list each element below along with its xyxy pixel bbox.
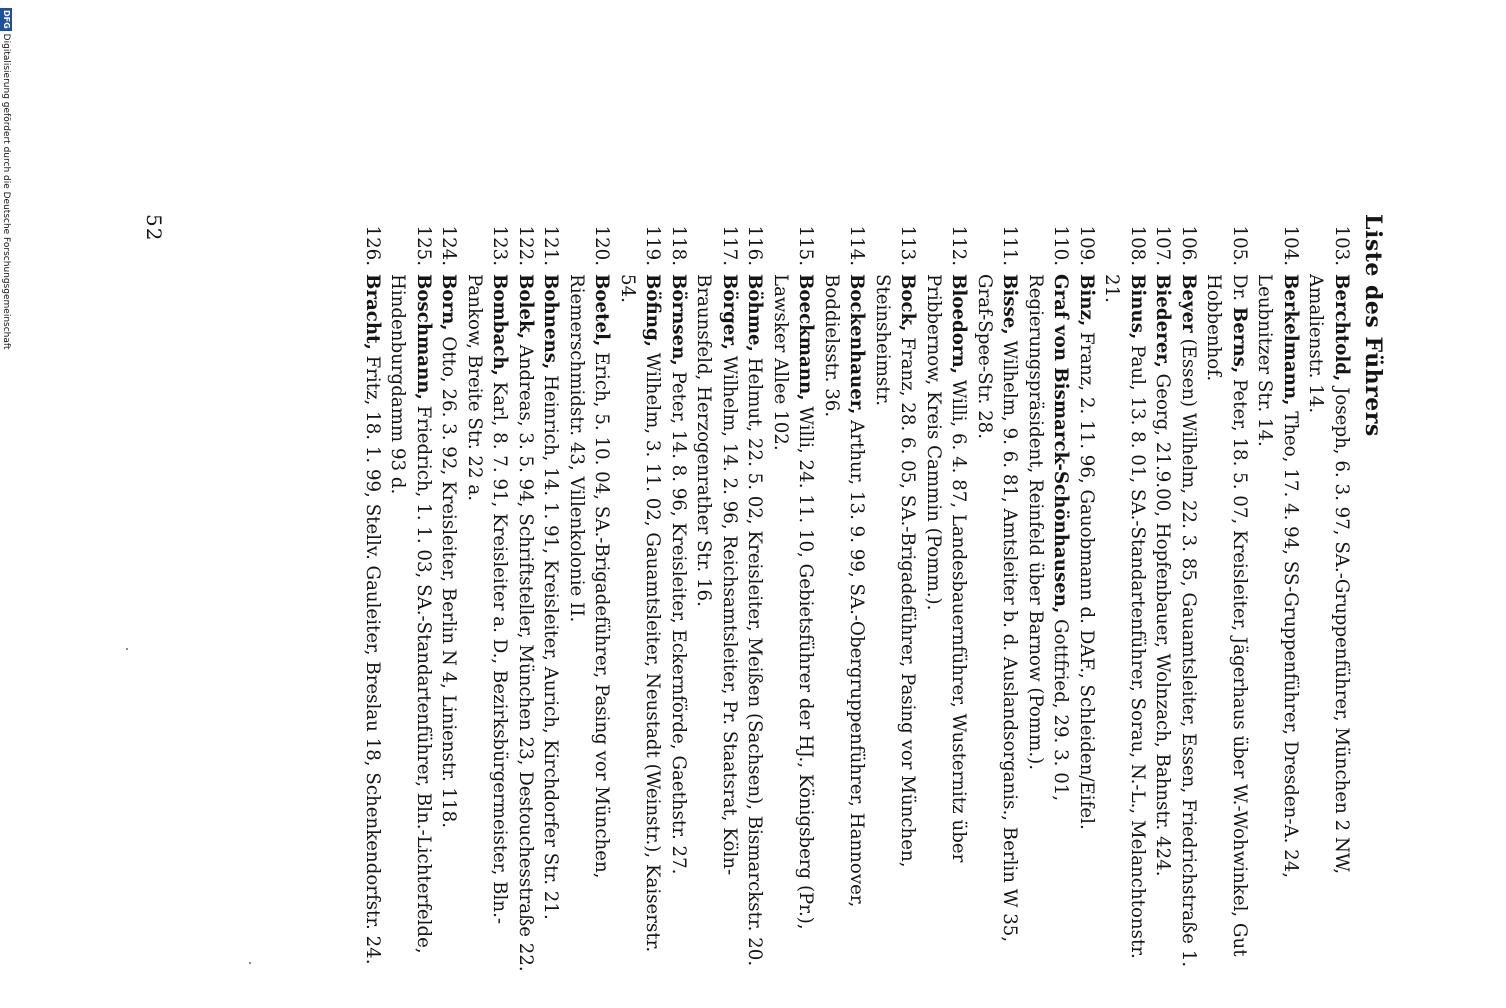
entry-name: Bloedorn, <box>948 274 970 374</box>
list-item <box>1303 214 1354 974</box>
digitization-footer <box>0 8 12 1008</box>
list-item <box>972 214 1023 974</box>
list-item <box>1201 214 1252 974</box>
entry-number: 105. <box>1229 225 1250 266</box>
entry-details: (Essen) Wilhelm, 22. 3. 85, Gauamtsleiter, Essen, Friedrichstraße 1. <box>1178 332 1199 968</box>
entry-number: 120. <box>591 225 613 266</box>
list-item <box>385 214 436 974</box>
entry-number: 121. <box>540 225 562 266</box>
entry-number: 115. <box>795 225 817 266</box>
entry-name: Böfing, <box>642 274 664 347</box>
entry-name: Born, <box>438 274 460 331</box>
list-item <box>436 214 462 974</box>
entry-name: Bracht, <box>362 274 383 350</box>
list-item <box>819 214 870 974</box>
entry-details: Gottfried, 29. 3. 01, Regierungspräsident, Reinfeld über Barnow (Pomm.). <box>1025 274 1072 802</box>
list-item <box>1150 214 1176 974</box>
entry-details: Franz, 28. 6. 05, SA.-Brigadeführer, Pasing vor München, Steinsheimstr. <box>872 274 919 868</box>
entry-number: 113. <box>897 225 919 266</box>
entry-details: Joseph, 6. 3. 97, SA.-Gruppenführer, München 2 NW, Amalienstr. 14. <box>1305 274 1352 875</box>
entry-name: Boetel, <box>591 274 613 347</box>
list-item <box>921 214 972 974</box>
entry-name: Bombach, <box>489 274 511 376</box>
entry-number: 119. <box>642 225 664 266</box>
entry-details: Paul, 13. 8. 01, SA.-Standartenführer, Sorau, N.-L., Melanchtonstr. 21. <box>1101 274 1148 959</box>
entry-details: Theo, 17. 4. 94, SS-Gruppenführer, Dresden-A. 24, Leubnitzer Str. 14. <box>1254 274 1301 879</box>
entry-details: Peter, 14. 8. 96, Kreisleiter, Eckernförde, Gaethstr. 27. <box>668 365 689 875</box>
list-item <box>615 214 666 974</box>
list-item <box>666 214 692 974</box>
entry-number: 108. <box>1127 225 1148 266</box>
entry-details: Helmut, 22. 5. 02, Kreisleiter, Meißen (Sachsen), Bismarckstr. 20. <box>744 351 766 967</box>
entry-name: Börnsen, <box>668 274 689 366</box>
entry-details: Arthur, 13. 9. 99, SA.-Obergruppenführer, Hannover, Boddielsstr. 36. <box>821 274 868 908</box>
list-item <box>513 214 539 974</box>
entry-details: Andreas, 3. 5. 94, Schriftsteller, München 23, Destouchesstraße 22. <box>515 338 536 972</box>
scan-speck <box>126 648 128 650</box>
entry-number: 111. <box>999 225 1021 266</box>
entry-name: Börger, <box>719 274 740 350</box>
entry-number: 109. <box>1076 225 1097 266</box>
entry-details: Peter, 18. 5. 07, Kreisleiter, Jägerhaus über W.-Wohwinkel, Gut Hobbenhof. <box>1203 274 1250 957</box>
entry-number: 125. <box>413 225 434 266</box>
entry-number: 114. <box>846 225 868 266</box>
list-item <box>1252 214 1303 974</box>
list-item <box>538 214 564 974</box>
entry-name: Boeckmann, <box>795 274 817 401</box>
list-item <box>1099 214 1150 974</box>
entry-number: 116. <box>744 225 766 266</box>
entry-name: Boschmann, <box>413 274 434 400</box>
entry-number: 123. <box>489 225 511 266</box>
entry-details: Wilhelm, 3. 11. 02, Gauamtsleiter, Neustadt (Weinstr.), Kaiserstr. 54. <box>617 274 664 953</box>
entry-number: 122. <box>515 225 536 266</box>
list-item <box>870 214 921 974</box>
entry-name: Berns, <box>1229 306 1250 374</box>
list-item <box>768 214 819 974</box>
entry-number: 117. <box>719 225 740 266</box>
page-title: Liste des Führers <box>1360 214 1386 437</box>
list-item <box>564 214 615 974</box>
entry-details: Willi, 24. 11. 10, Gebietsführer der HJ., Königsberg (Pr.), Lawsker Allee 102. <box>770 274 817 930</box>
entry-list <box>360 214 1355 974</box>
list-item <box>742 214 768 974</box>
entry-number: 106. <box>1178 225 1199 266</box>
entry-name: Graf von Bismarck-Schönhausen, <box>1050 274 1072 614</box>
entry-details: Fritz, 18. 1. 99, Stellv. Gauleiter, Breslau 18, Schenkendorfstr. 24. <box>362 349 383 965</box>
entry-name: Böhme, <box>744 274 766 352</box>
footer-text: Digitalisierung gefördert durch die Deutsche Forschungsgemeinschaft <box>1 33 11 350</box>
entry-details: Wilhelm, 14. 2. 96, Reichsamtsleiter, Pr. Staatsrat, Köln-Braunsfeld, Herzogenrather Str. 16. <box>693 274 740 876</box>
dfg-logo: DFG <box>2 10 11 29</box>
entry-name: Bolek, <box>515 274 536 339</box>
entry-details: Otto, 26. 3. 92, Kreisleiter, Berlin N 4, Linienstr. 118. <box>438 330 460 829</box>
entry-name: Bockenhauer, <box>846 274 868 415</box>
entry-number: 112. <box>948 225 970 266</box>
entry-name: Binz, <box>1076 274 1097 327</box>
list-item <box>360 214 386 974</box>
entry-details: Georg, 21.9.00, Hopfenbauer, Wolnzach, Bahnstr. 424. <box>1152 367 1174 877</box>
entry-number: 118. <box>668 225 689 266</box>
entry-prefix: Dr. <box>1229 274 1250 307</box>
list-item <box>691 214 742 974</box>
entry-number: 107. <box>1152 225 1174 266</box>
list-item <box>1176 214 1202 974</box>
entry-number: 110. <box>1050 225 1072 266</box>
entry-details: Erich, 5. 10. 04, SA.-Brigadeführer, Pasing vor München, Riemerschmidstr. 43, Villenkolonie II. <box>566 274 613 879</box>
entry-details: Willi, 6. 4. 87, Landesbauernführer, Wusternitz über Pribbernow, Kreis Cammin (Pomm.). <box>923 274 970 863</box>
list-item <box>1074 214 1100 974</box>
list-item <box>1023 214 1074 974</box>
scan-speck <box>249 962 251 964</box>
entry-name: Bock, <box>897 274 919 332</box>
entry-name: Beyer <box>1178 274 1199 333</box>
entry-name: Berkelmann, <box>1280 274 1301 406</box>
entry-name: Binus, <box>1127 274 1148 340</box>
entry-name: Berchtold, <box>1331 274 1352 382</box>
entry-details: Heinrich, 14. 1. 91, Kreisleiter, Aurich, Kirchdorfer Str. 21. <box>540 369 562 920</box>
entry-number: 126. <box>362 225 383 266</box>
entry-number: 104. <box>1280 225 1301 266</box>
page-number: 52 <box>142 214 166 242</box>
entry-details: Wilhelm, 9. 6. 81, Amtsleiter b. d. Auslandsorganis., Berlin W 35, Graf-Spee-Str. 28. <box>974 274 1021 943</box>
entry-number: 124. <box>438 225 460 266</box>
list-item <box>462 214 513 974</box>
entry-number: 103. <box>1331 225 1352 266</box>
entry-details: Friedrich, 1. 1. 03, SA.-Standartenführer, Bln.-Lichterfelde, Hindenburgdamm 93 d. <box>387 274 434 954</box>
entry-name: Bisse, <box>999 274 1021 335</box>
entry-details: Franz, 2. 11. 96, Gauobmann d. DAF., Schleiden/Eifel. <box>1076 326 1097 830</box>
entry-name: Bohnens, <box>540 274 562 370</box>
entry-details: Karl, 8. 7. 91, Kreisleiter a. D., Bezirksbürgermeister, Bln.-Pankow, Breite Str. 22 a. <box>464 274 511 925</box>
entry-name: Biederer, <box>1152 274 1174 368</box>
